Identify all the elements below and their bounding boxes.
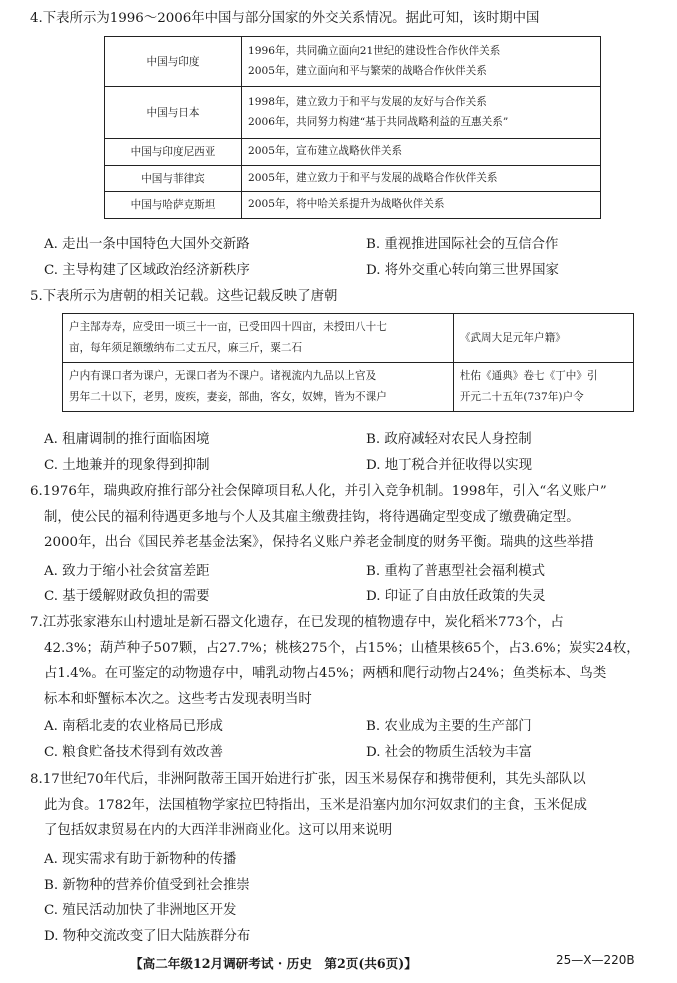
table-key: 中国与菲律宾 [105, 165, 242, 192]
stem-line: 占1.4%。在可鉴定的动物遗存中，哺乳动物占45%；两栖和爬行动物占24%；鱼类标本、鸟类 [44, 666, 607, 681]
table-row [105, 87, 601, 139]
table-key: 中国与印度 [105, 37, 242, 87]
question-7-stem [30, 610, 640, 712]
table-row [63, 363, 634, 412]
option-b[interactable]: B. 重视推进国际社会的互信合作 [366, 237, 559, 252]
table-line: 1998年，建立致力于和平与发展的友好与合作关系 [248, 96, 487, 108]
table-text [63, 314, 454, 363]
table-line: 户主郜寿寿，应受田一顷三十一亩，已受田四十四亩，未授田八十七 [69, 321, 387, 333]
table-line: 2005年，建立面向和平与繁荣的战略合作伙伴关系 [248, 64, 487, 77]
option-c[interactable]: C. 土地兼并的现象得到抑制 [44, 458, 210, 473]
question-4-stem: 4.下表所示为1996～2006年中国与部分国家的外交关系情况。据此可知，该时期中国 [30, 11, 540, 26]
option-a[interactable]: A. 致力于缩小社会贫富差距 [44, 564, 210, 579]
option-c[interactable]: C. 主导构建了区域政治经济新秩序 [44, 263, 250, 278]
table-value [242, 87, 601, 139]
option-b[interactable]: B. 新物种的营养价值受到社会推崇 [44, 878, 250, 893]
stem-line: 42.3%；葫芦种子507颗，占27.7%；桃核275个，占15%；山楂果核65个，占3.6%；炭实24枚， [44, 640, 640, 656]
table-line: 1996年，共同确立面向21世纪的建设性合作伙伴关系 [248, 45, 501, 57]
table-line: 杜佑《通典》卷七《丁中》引 [459, 370, 598, 382]
footer-title: 【高二年级12月调研考试 · 历史 第2页(共6页)】 [130, 956, 417, 971]
table-key: 中国与哈萨克斯坦 [105, 192, 242, 219]
option-d[interactable]: D. 地丁税合并征收得以实现 [366, 458, 533, 473]
table-value [242, 37, 601, 87]
option-c[interactable]: C. 粮食贮备技术得到有效改善 [44, 745, 223, 760]
option-b[interactable]: B. 重构了普惠型社会福利模式 [366, 564, 546, 579]
stem-line: 此为食。1782年，法国植物学家拉巴特指出，玉米是沿塞内加尔河奴隶们的主食，玉米促成 [44, 797, 587, 813]
table-value: 2005年，宣布建立战略伙伴关系 [242, 139, 601, 166]
table-text [63, 363, 454, 412]
option-d[interactable]: D. 将外交重心转向第三世界国家 [366, 263, 559, 278]
table-row [63, 314, 634, 363]
option-c[interactable]: C. 基于缓解财政负担的需要 [44, 589, 210, 604]
stem-line: 7.江苏张家港东山村遗址是新石器文化遗存，在已发现的植物遗存中，炭化稻米773个，占 [30, 615, 564, 630]
stem-line: 了包括奴隶贸易在内的大西洋非洲商业化。这可以用来说明 [44, 823, 393, 838]
table-key: 中国与印度尼西亚 [105, 139, 242, 166]
stem-line: 8.17世纪70年代后，非洲阿散蒂王国开始进行扩张，因玉米易保存和携带便利，其先头部队以 [30, 772, 586, 787]
option-a[interactable]: A. 现实需求有助于新物种的传播 [44, 852, 237, 867]
stem-line: 2000年，出台《国民养老基金法案》，保持名义账户养老金制度的财务平衡。瑞典的这些举措 [44, 535, 594, 550]
stem-line: 标本和虾蟹标本次之。这些考古发现表明当时 [44, 691, 312, 707]
table-row [105, 192, 601, 219]
table-source: 《武周大足元年户籍》 [453, 314, 633, 363]
table-line: 户内有课口者为课户，无课口者为不课户。诸视流内九品以上官及 [69, 370, 377, 382]
question-6-stem [30, 479, 607, 556]
table-source [453, 363, 633, 412]
table-row [105, 37, 601, 87]
table-row [105, 139, 601, 166]
option-a[interactable]: A. 南稻北麦的农业格局已形成 [44, 719, 223, 734]
table-key: 中国与日本 [105, 87, 242, 139]
table-row [105, 165, 601, 192]
table-value: 2005年，将中哈关系提升为战略伙伴关系 [242, 192, 601, 219]
table-value: 2005年，建立致力于和平与发展的战略合作伙伴关系 [242, 165, 601, 192]
question-4-table [104, 36, 601, 219]
option-d[interactable]: D. 印证了自由放任政策的失灵 [366, 589, 546, 604]
stem-line: 6.1976年，瑞典政府推行部分社会保障项目私人化，并引入竞争机制。1998年，引入“名义账户” [30, 484, 607, 499]
footer-code: 25—X—220B [556, 953, 635, 967]
option-d[interactable]: D. 社会的物质生活较为丰富 [366, 745, 533, 760]
table-line: 男年二十以下，老男，废疾，妻妾，部曲，客女，奴婢，皆为不课户 [69, 391, 387, 403]
option-b[interactable]: B. 农业成为主要的生产部门 [366, 719, 532, 734]
option-d[interactable]: D. 物种交流改变了旧大陆族群分布 [44, 929, 251, 944]
question-5-table [62, 313, 634, 412]
option-a[interactable]: A. 租庸调制的推行面临困境 [44, 432, 210, 447]
table-line: 2006年，共同努力构建“基于共同战略利益的互惠关系” [248, 115, 509, 128]
table-line: 亩，每年须足额缴纳布二丈五尺，麻三斤，粟二石 [69, 342, 303, 354]
table-line: 开元二十五年(737年)户令 [459, 391, 584, 403]
option-c[interactable]: C. 殖民活动加快了非洲地区开发 [44, 903, 237, 918]
question-8-stem [30, 767, 587, 844]
option-a[interactable]: A. 走出一条中国特色大国外交新路 [44, 237, 250, 252]
option-b[interactable]: B. 政府减轻对农民人身控制 [366, 432, 532, 447]
question-5-stem: 5.下表所示为唐朝的相关记载。这些记载反映了唐朝 [30, 289, 338, 304]
stem-line: 制，使公民的福利待遇更多地与个人及其雇主缴费挂钩，将待遇确定型变成了缴费确定型。 [44, 509, 580, 525]
